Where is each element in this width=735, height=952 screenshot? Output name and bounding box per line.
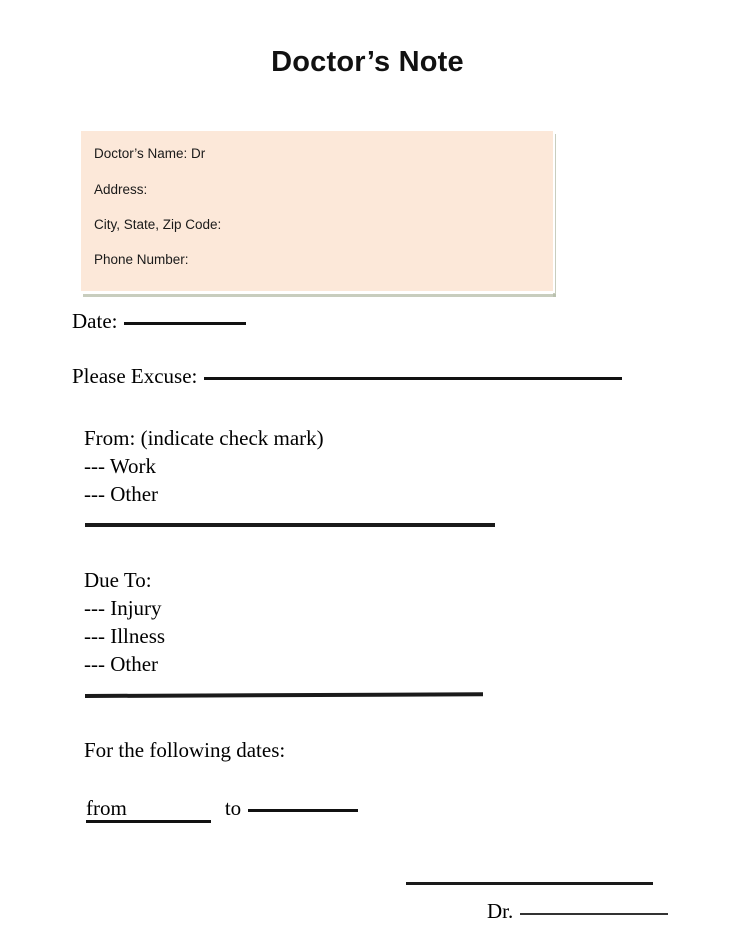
please-excuse-blank-line[interactable]: [204, 377, 622, 380]
date-blank-line[interactable]: [124, 322, 246, 325]
from-option-work[interactable]: --- Work: [84, 454, 156, 478]
from-section-header: From: (indicate check mark): [84, 426, 324, 450]
info-box-shadow-bottom: [83, 294, 556, 297]
signature-line: [406, 882, 653, 885]
phone-number-field: Phone Number:: [94, 252, 189, 267]
date-label: Date:: [72, 309, 118, 333]
due-to-section-header: Due To:: [84, 568, 152, 592]
following-dates-label: For the following dates:: [84, 738, 286, 762]
doctor-name-field: Doctor’s Name: Dr: [94, 146, 206, 161]
due-to-option-illness[interactable]: --- Illness: [84, 624, 166, 648]
address-field: Address:: [94, 182, 148, 197]
date-row: [72, 311, 246, 332]
due-to-section-divider: [85, 692, 483, 698]
page-title: Doctor’s Note: [271, 46, 464, 78]
to-date-blank-line[interactable]: [248, 809, 358, 812]
due-to-option-injury[interactable]: --- Injury: [84, 596, 162, 620]
from-date-field[interactable]: from: [86, 798, 211, 823]
doctor-info-box: [81, 131, 555, 293]
doctor-signature-row: [487, 901, 668, 922]
please-excuse-row: [72, 366, 622, 387]
from-section-divider: [85, 523, 495, 527]
due-to-option-other[interactable]: --- Other: [84, 652, 159, 676]
from-to-dates-row: [86, 798, 358, 823]
doctor-signature-label: Dr.: [487, 899, 514, 923]
city-state-zip-field: City, State, Zip Code:: [94, 217, 222, 232]
please-excuse-label: Please Excuse:: [72, 364, 198, 388]
doctor-signature-blank-line[interactable]: [520, 913, 668, 915]
info-box-surface: [81, 131, 555, 293]
from-option-other[interactable]: --- Other: [84, 482, 159, 506]
to-label: to: [224, 796, 242, 820]
